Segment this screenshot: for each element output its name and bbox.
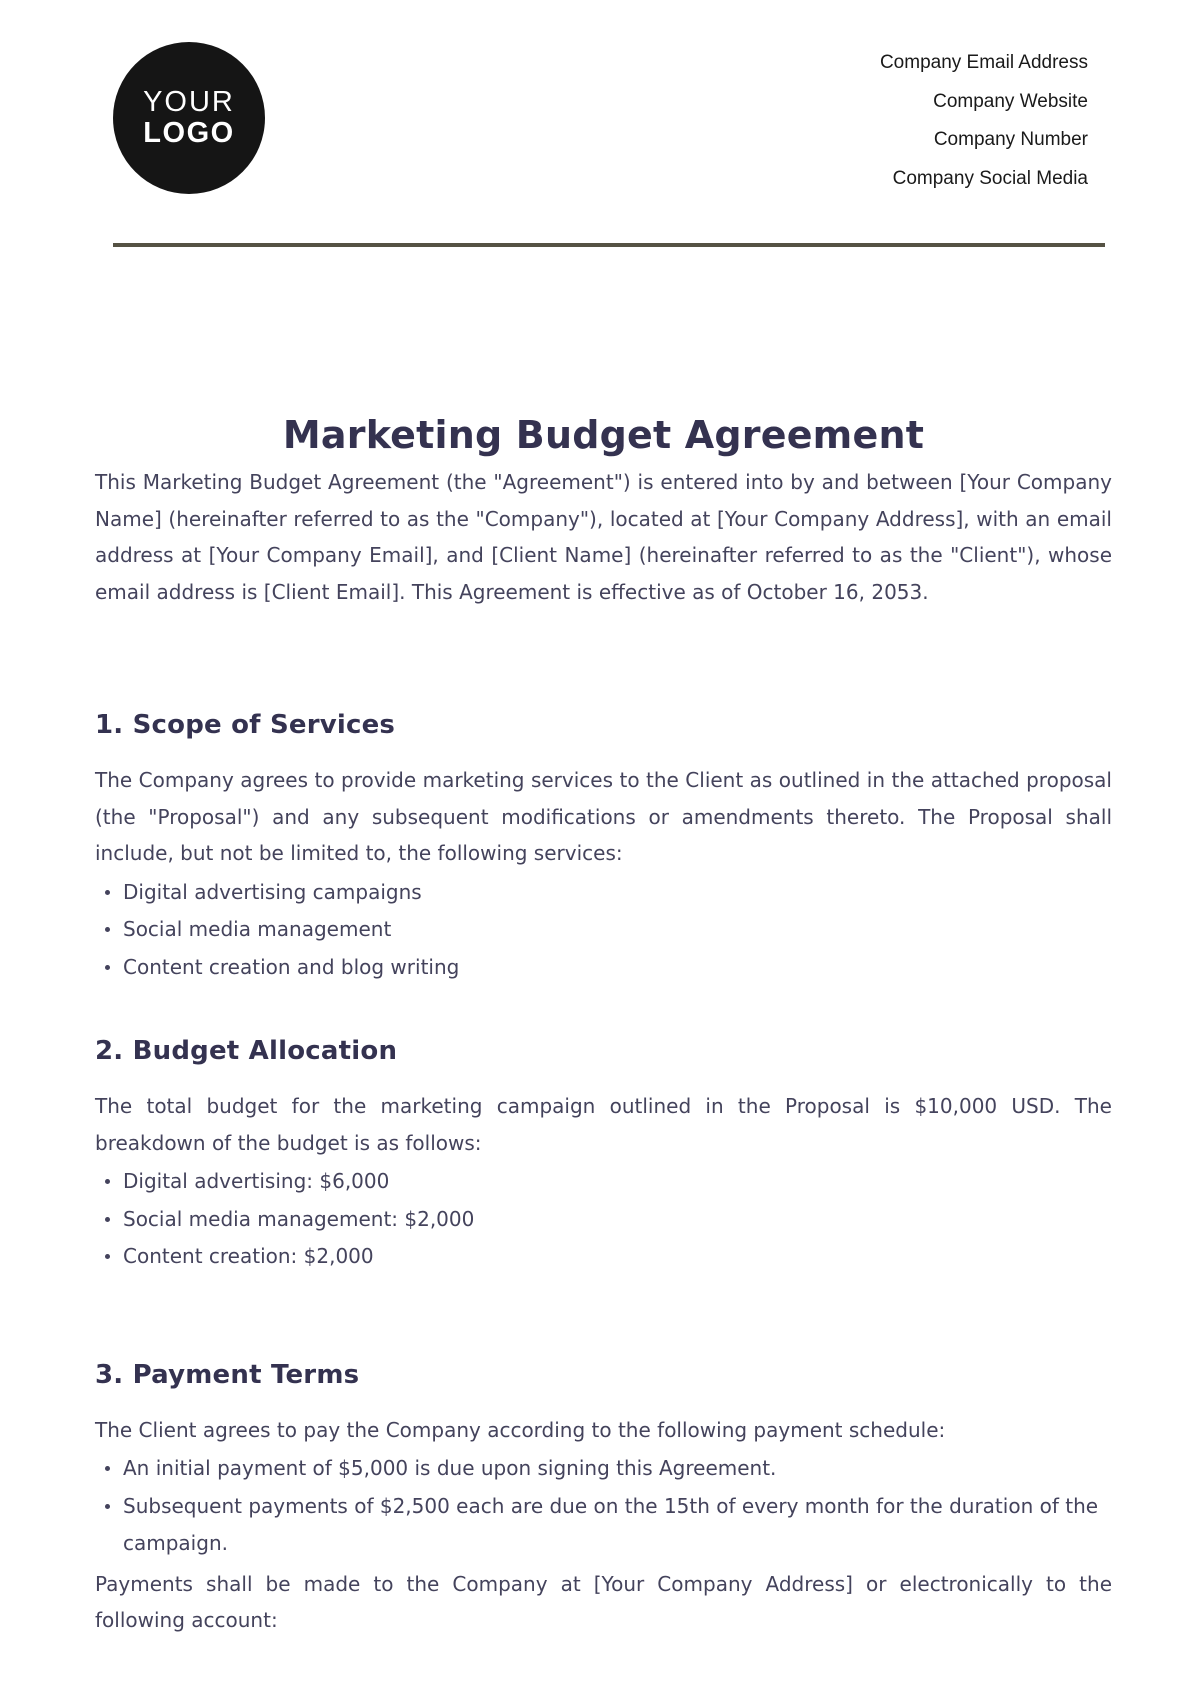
bullet-item: Digital advertising: $6,000 — [95, 1163, 1112, 1201]
bullet-item: Subsequent payments of $2,500 each are due on the 15th of every month for the duration of the campaign. — [95, 1488, 1112, 1563]
section-paragraph-payment: The Client agrees to pay the Company according to the following payment schedule: — [95, 1417, 946, 1442]
bullet-item: Content creation and blog writing — [95, 949, 1112, 987]
contact-line-social: Company Social Media — [892, 167, 1088, 189]
section-heading-scope: 1. Scope of Services — [95, 710, 396, 740]
scope-bullet-list — [95, 874, 1112, 987]
section-paragraph-budget: The total budget for the marketing campaign outlined in the Proposal is $10,000 USD. The breakdown of the budget is as follows: — [95, 1094, 1112, 1155]
bullet-item: Social media management: $2,000 — [95, 1201, 1112, 1239]
payment-closing-paragraph: Payments shall be made to the Company at [Your Company Address] or electronically to the following account: — [95, 1571, 1112, 1632]
bullet-item: Social media management — [95, 911, 1112, 949]
header-rule — [113, 243, 1105, 247]
logo-text-logo: LOGO — [143, 117, 235, 149]
bullet-item: Content creation: $2,000 — [95, 1238, 1112, 1276]
page-title: Marketing Budget Agreement — [282, 413, 925, 457]
company-logo — [113, 42, 265, 194]
contact-line-number: Company Number — [933, 129, 1088, 150]
bullet-item: An initial payment of $5,000 is due upon signing this Agreement. — [95, 1450, 1112, 1488]
contact-line-email: Company Email Address — [879, 52, 1088, 73]
document-body — [0, 412, 1200, 1639]
intro-paragraph: This Marketing Budget Agreement (the "Agreement") is entered into by and between [Your Company Name] (hereinafter referred to as the "Company"), located at [Your Company Address], with an email address at [Your Company Email], and [Client Name] (hereinafter referred to as the "Client"), whose email address is [Client Email]. This Agreement is effective as of October 16, 2053. — [95, 470, 1112, 604]
payment-bullet-list — [95, 1450, 1112, 1563]
letterhead — [0, 0, 1200, 198]
section-paragraph-scope: The Company agrees to provide marketing services to the Client as outlined in the attached proposal (the "Proposal") and any subsequent modifications or amendments thereto. The Proposal shall include, but not be limited to, the following services: — [95, 768, 1112, 865]
section-heading-payment: 3. Payment Terms — [95, 1359, 360, 1390]
section-heading-budget: 2. Budget Allocation — [95, 1036, 398, 1066]
logo-text-your: YOUR — [143, 86, 235, 118]
budget-bullet-list — [95, 1163, 1112, 1276]
company-contact-block — [880, 44, 1088, 198]
bullet-item: Digital advertising campaigns — [95, 874, 1112, 912]
contact-line-website: Company Website — [933, 90, 1088, 112]
